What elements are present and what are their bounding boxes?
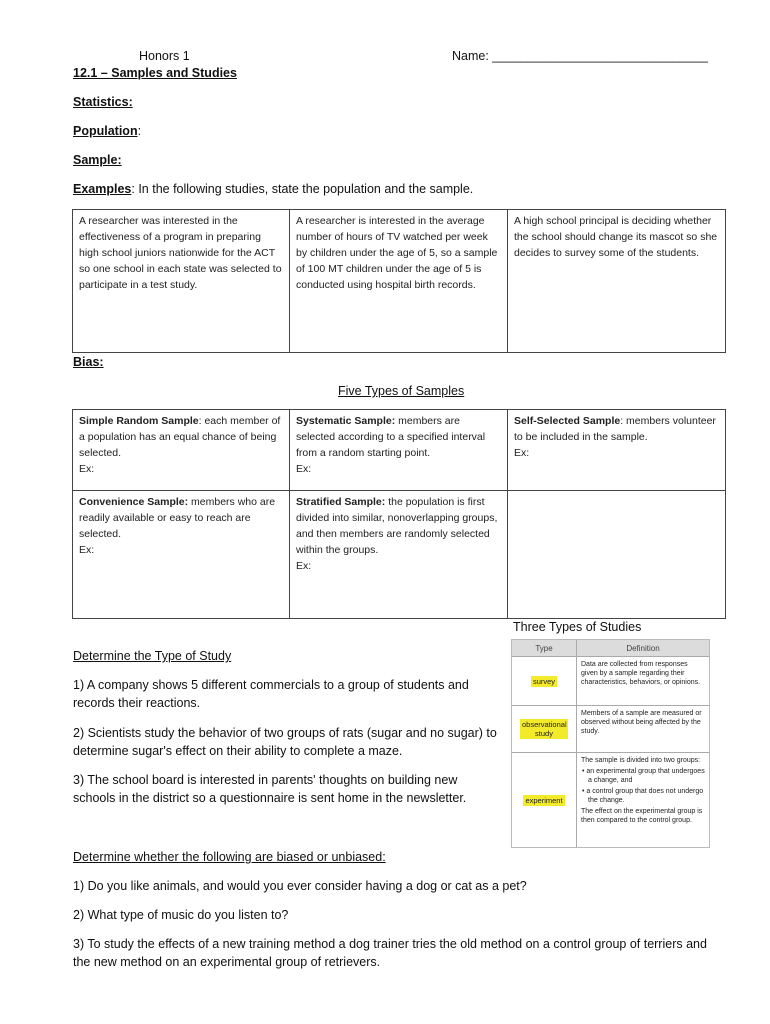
studies-figure [511, 639, 710, 848]
convenience-ex: Ex: [79, 544, 95, 556]
study-type-survey: survey [532, 676, 556, 686]
study-def-survey: Data are collected from responses given by a sample regarding their characteristics, behaviors, or opinions. [581, 661, 701, 686]
stratified-name: Stratified Sample: [296, 496, 386, 508]
three-types-title: Three Types of Studies [513, 620, 642, 634]
examples-instruction-text: : In the following studies, state the population and the sample. [131, 182, 474, 196]
self-selected-name: Self-Selected Sample [514, 415, 621, 427]
bias-question-3: 3) To study the effects of a new training method a dog trainer tries the old method on a control group of terriers and the new method on an experimental group of retrievers. [73, 937, 707, 969]
example-cell-3: A high school principal is deciding whether the school should change its mascot so she decides to survey some of the students. [508, 210, 726, 353]
determine-study-heading: Determine the Type of Study [73, 649, 232, 663]
convenience-cell [73, 491, 290, 619]
determine-bias-heading: Determine whether the following are biased or unbiased: [73, 850, 386, 864]
study-def-experiment-bullet-2: • a control group that does not undergo the change. [582, 788, 704, 804]
stratified-ex: Ex: [296, 560, 312, 572]
studies-header [512, 640, 709, 657]
example-cell-1: A researcher was interested in the effectiveness of a program in preparing high school juniors nationwide for the ACT so one school in each state was selected to participate in a test study. [73, 210, 290, 353]
systematic-cell [290, 410, 508, 491]
examples-label: Examples [73, 182, 132, 196]
study-row-experiment [512, 753, 709, 847]
study-question-1: 1) A company shows 5 different commercials to a group of students and records their reactions. [73, 678, 469, 710]
stratified-cell [290, 491, 508, 619]
simple-random-ex: Ex: [79, 463, 95, 475]
term-population-label: Population [73, 124, 138, 138]
stratified-desc: the population is first divided into similar, nonoverlapping groups, and then members are randomly selected within the groups. [296, 496, 498, 556]
studies-col-type: Type [512, 640, 577, 656]
study-row-survey [512, 657, 709, 706]
convenience-name: Convenience Sample: [79, 496, 189, 508]
term-population-colon: : [137, 124, 142, 138]
study-def-experiment-bullet-1: • an experimental group that undergoes a change, and [582, 768, 705, 784]
study-question-3: 3) The school board is interested in parents' thoughts on building new schools in the district so a questionnaire is sent home in the newsletter. [73, 773, 467, 805]
name-field-label: Name: _______________________________ [452, 49, 708, 63]
examples-table [72, 209, 726, 353]
study-question-2: 2) Scientists study the behavior of two groups of rats (sugar and no sugar) to determine sugar's effect on their ability to complete a maze. [73, 726, 497, 758]
term-sample: Sample: [73, 153, 122, 167]
systematic-desc: members are selected according to a specified interval from a random starting point. [296, 415, 486, 459]
examples-instruction [73, 180, 473, 198]
term-bias: Bias: [73, 355, 104, 369]
study-type-observational: observational study [522, 720, 567, 738]
course-label: Honors 1 [139, 49, 190, 63]
study-def-experiment-compare: The effect on the experimental group is then compared to the control group. [581, 808, 703, 824]
self-selected-cell [508, 410, 726, 491]
simple-random-cell [73, 410, 290, 491]
bias-question-2: 2) What type of music do you listen to? [73, 908, 289, 922]
systematic-name: Systematic Sample: [296, 415, 396, 427]
empty-cell [508, 491, 726, 619]
study-row-observational [512, 706, 709, 753]
self-selected-desc: : members volunteer to be included in the sample. [514, 415, 716, 443]
studies-col-definition: Definition [626, 643, 660, 653]
term-statistics: Statistics: [73, 95, 133, 109]
simple-random-desc: : each member of a population has an equal chance of being selected. [79, 415, 281, 459]
bias-question-1: 1) Do you like animals, and would you ever consider having a dog or cat as a pet? [73, 879, 527, 893]
study-def-observational: Members of a sample are measured or observed without being affected by the study. [581, 710, 702, 735]
example-cell-2: A researcher is interested in the average number of hours of TV watched per week by children under the age of 5, so a sample of 100 MT children under the age of 5 is conducted using hospital birth records. [290, 210, 508, 353]
study-type-experiment: experiment [525, 795, 563, 805]
simple-random-name: Simple Random Sample [79, 415, 199, 427]
term-population [73, 122, 141, 140]
five-types-title: Five Types of Samples [338, 384, 465, 398]
self-selected-ex: Ex: [514, 447, 530, 459]
convenience-desc: members who are readily available or easy to reach are selected. [79, 496, 276, 540]
study-def-experiment: The sample is divided into two groups: [581, 757, 701, 764]
five-types-table [72, 409, 726, 619]
lesson-title: 12.1 – Samples and Studies [73, 66, 237, 80]
systematic-ex: Ex: [296, 463, 312, 475]
